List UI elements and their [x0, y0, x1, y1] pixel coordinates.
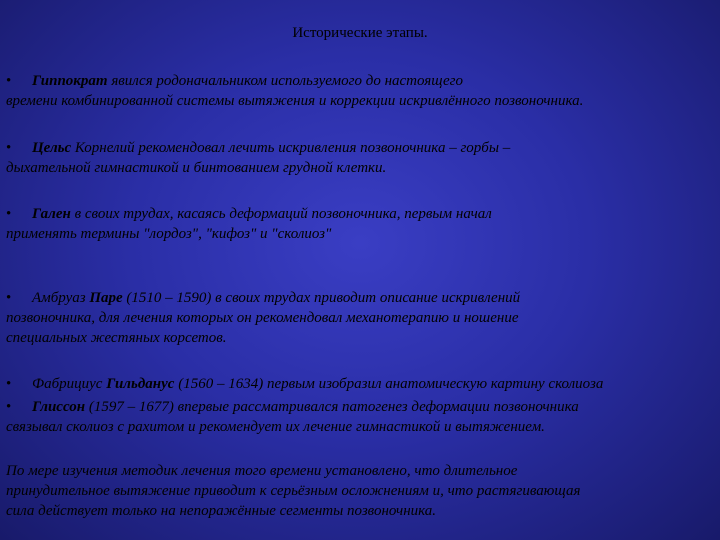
item-text: Корнелий рекомендовал лечить искривления позвоночника – горбы –: [71, 140, 511, 156]
item-text: (1597 – 1677) впервые рассматривался патогенез деформации позвоночника: [85, 399, 579, 415]
list-item-glisson: [6, 397, 720, 437]
item-text-prefix: Амбруаз: [32, 290, 90, 306]
item-text-prefix: Фабрициус: [32, 376, 107, 392]
conclusion-line: принудительное вытяжение приводит к серьёзным осложнениям и, что растягивающая: [6, 483, 581, 499]
bullet: •: [6, 376, 12, 392]
list-item-galen: [6, 204, 720, 244]
list-item-line: [6, 71, 720, 91]
list-item-pare: [6, 288, 720, 348]
item-text-continued: связывал сколиоз с рахитом и рекомендует их лечение гимнастикой и вытяжением.: [6, 419, 545, 435]
item-text: в своих трудах, касаясь деформаций позвоночника, первым начал: [70, 206, 492, 222]
list-item-line: [6, 204, 720, 224]
item-text: (1560 – 1634) первым изобразил анатомическую картину сколиоза: [174, 376, 604, 392]
list-item-hippocrates: [6, 71, 720, 111]
list-item-line: [6, 138, 720, 158]
bullet: •: [6, 290, 12, 306]
person-name: Гильданус: [106, 376, 175, 392]
person-name: Гиппократ: [32, 73, 108, 89]
person-name: Гален: [32, 206, 71, 222]
bullet: •: [6, 73, 12, 89]
person-name: Цельс: [32, 140, 72, 156]
bullet: •: [6, 399, 12, 415]
conclusion-paragraph: [6, 461, 720, 521]
item-text-continued: позвоночника, для лечения которых он рекомендовал механотерапию и ношение: [6, 310, 519, 326]
bullet: •: [6, 140, 12, 156]
list-item-line: [6, 374, 720, 394]
conclusion-line: По мере изучения методик лечения того времени установлено, что длительное: [6, 463, 518, 479]
item-text-continued: времени комбинированной системы вытяжения и коррекции искривлённого позвоночника.: [6, 93, 584, 109]
slide-title: Исторические этапы.: [292, 25, 428, 41]
person-name: Глиссон: [32, 399, 86, 415]
list-item-line: [6, 288, 720, 308]
bullet: •: [6, 206, 12, 222]
list-item-hildanus: [6, 374, 720, 394]
person-name: Паре: [89, 290, 123, 306]
list-item-line: [6, 397, 720, 417]
item-text-continued: применять термины "лордоз", "кифоз" и "сколиоз": [6, 226, 332, 242]
list-item-celsus: [6, 138, 720, 178]
item-text: явился родоначальником используемого до настоящего: [107, 73, 463, 89]
item-text-continued: дыхательной гимнастикой и бинтованием грудной клетки.: [6, 160, 387, 176]
conclusion-line: сила действует только на непоражённые сегменты позвоночника.: [6, 503, 437, 519]
item-text: (1510 – 1590) в своих трудах приводит описание искривлений: [122, 290, 521, 306]
item-text-continued: специальных жестяных корсетов.: [6, 330, 227, 346]
